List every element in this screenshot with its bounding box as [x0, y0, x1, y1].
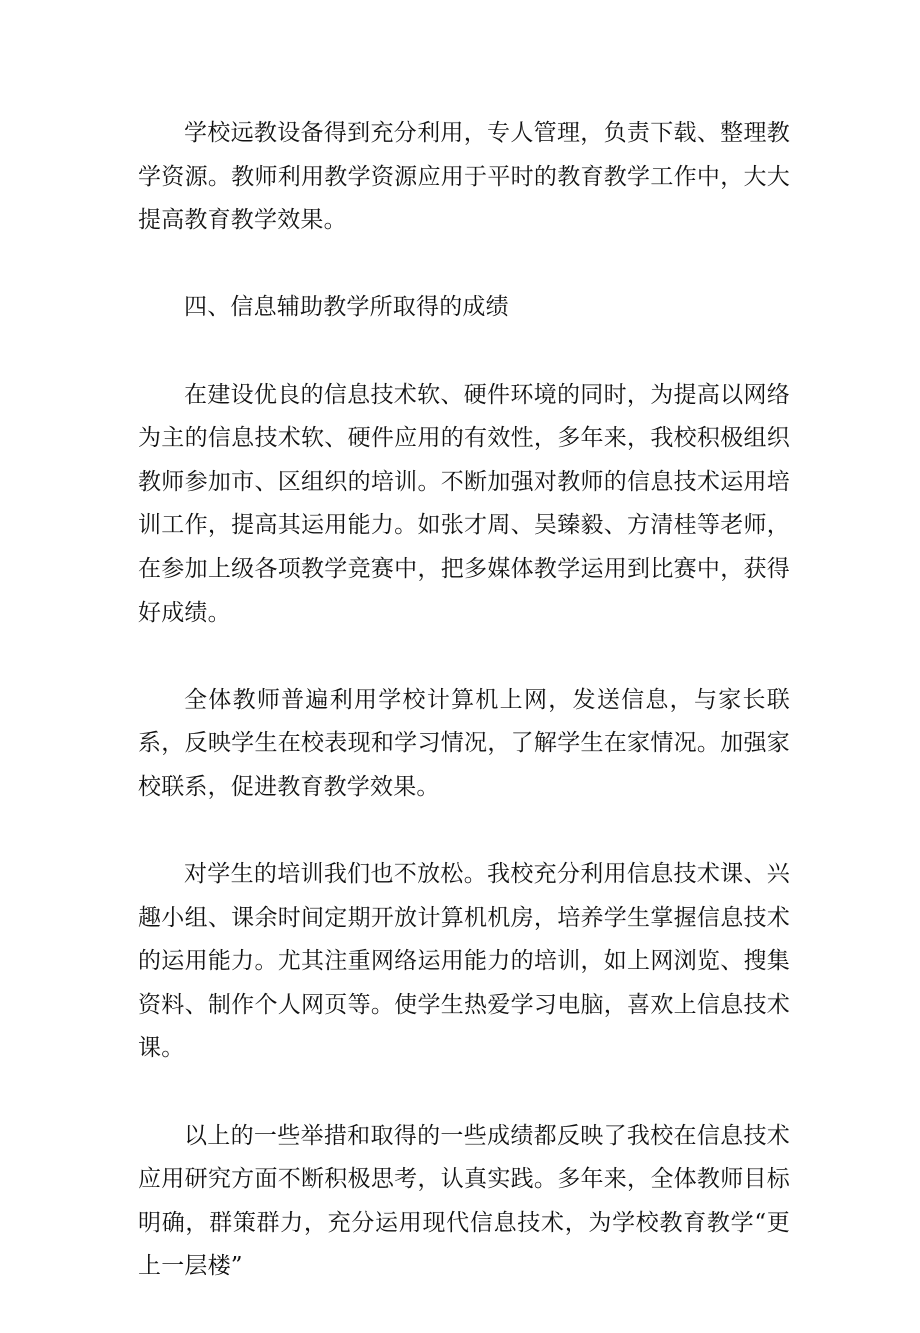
document-body — [138, 112, 790, 1333]
paragraph-home-school-contact: 全体教师普遍利用学校计算机上网，发送信息，与家长联系，反映学生在校表现和学习情况，了解学生在家情况。加强家校联系，促进教育教学效果。 — [138, 686, 790, 800]
paragraph-student-training: 对学生的培训我们也不放松。我校充分利用信息技术课、兴趣小组、课余时间定期开放计算机机房，培养学生掌握信息技术的运用能力。尤其注重网络运用能力的培训，如上网浏览、搜集资料、制作个人网页等。使学生热爱学习电脑，喜欢上信息技术课。 — [138, 861, 790, 1062]
paragraph-resources: 学校远教设备得到充分利用，专人管理，负责下载、整理教学资源。教师利用教学资源应用于平时的教育教学工作中，大大提高教育教学效果。 — [138, 120, 790, 234]
paragraph-teacher-training: 在建设优良的信息技术软、硬件环境的同时，为提高以网络为主的信息技术软、硬件应用的有效性，多年来，我校积极组织教师参加市、区组织的培训。不断加强对教师的信息技术运用培训工作，提高其运用能力。如张才周、吴臻毅、方清桂等老师，在参加上级各项教学竞赛中，把多媒体教学运用到比赛中，获得好成绩。 — [138, 381, 790, 626]
section-heading: 四、信息辅助教学所取得的成绩 — [184, 294, 509, 321]
paragraph-summary: 以上的一些举措和取得的一些成绩都反映了我校在信息技术应用研究方面不断积极思考，认真实践。多年来，全体教师目标明确，群策群力，充分运用现代信息技术，为学校教育教学“更上一层楼” — [138, 1122, 790, 1280]
